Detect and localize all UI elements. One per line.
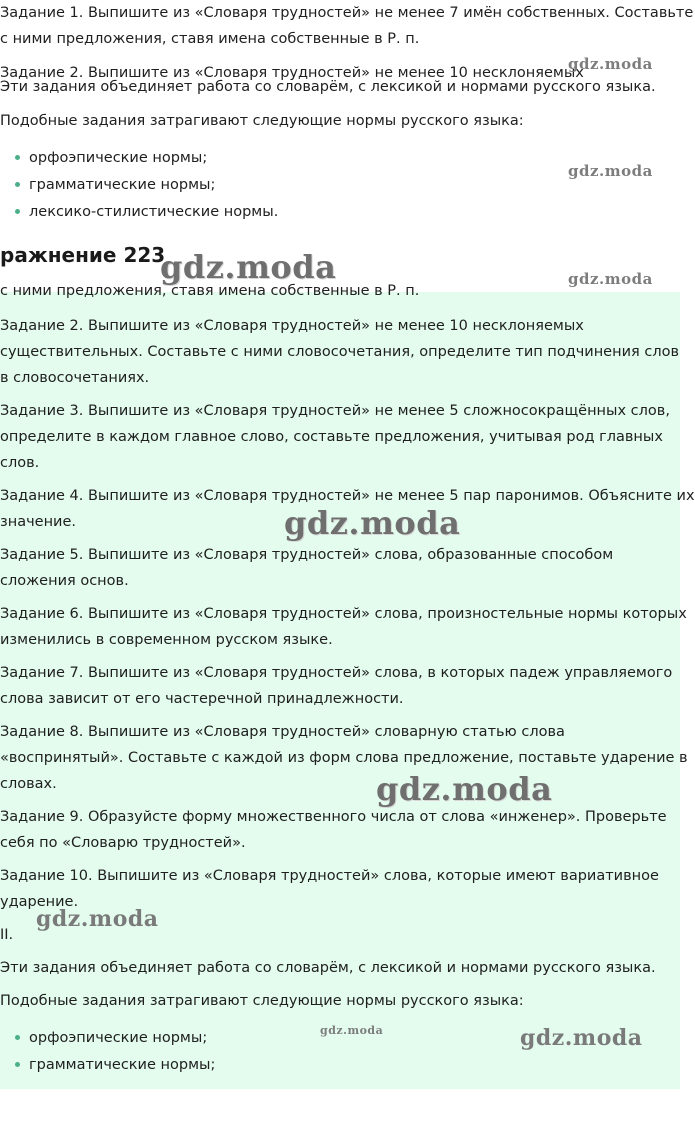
norm-list-item <box>0 172 215 198</box>
exercise-body <box>0 283 695 1089</box>
bullet-icon <box>15 155 20 160</box>
task-3-line3: слов. <box>0 455 40 471</box>
task-4-line1: Задание 4. Выпишите из «Словаря трудностей» не менее 5 пар паронимов. Объясните их <box>0 488 695 504</box>
task-3-line2: определите в каждом главное слово, составьте предложения, учитывая род главных <box>0 429 663 445</box>
watermark: gdz.moda <box>568 55 653 73</box>
task1-text-line1: Задание 1. Выпишите из «Словаря трудностей» не менее 7 имён собственных. Составьте <box>0 5 694 21</box>
norm-label: лексико-стилистические нормы. <box>29 204 279 220</box>
task-9-line1: Задание 9. Образуйсте форму множественного числа от слова «инженер». Проверьте <box>0 809 667 825</box>
task-3-line1: Задание 3. Выпишите из «Словаря трудностей» не менее 5 сложносокращённых слов, <box>0 403 670 419</box>
task-7-line2: слова зависит от его частеречной принадлежности. <box>0 691 404 707</box>
task-6-line2: изменились в современном русском языке. <box>0 632 333 648</box>
top-section <box>0 0 694 292</box>
partial-line-clip <box>0 283 680 302</box>
task-4-line2: значение. <box>0 514 76 530</box>
norm-label: орфоэпические нормы; <box>29 1030 208 1046</box>
task2-cut-text: Задание 2. Выпишите из «Словаря трудностей» не менее 10 несклоняемых <box>0 65 584 81</box>
watermark: gdz.moda <box>568 162 653 180</box>
task-5-line1: Задание 5. Выпишите из «Словаря трудностей» слова, образованные способом <box>0 547 614 563</box>
summary-text: Эти задания объединяет работа со словарём, с лексикой и нормами русского языка. <box>0 79 656 95</box>
task-10-line2: ударение. <box>0 894 79 910</box>
task-10-line1: Задание 10. Выпишите из «Словаря трудностей» слова, которые имеют вариативное <box>0 868 659 884</box>
task-2-line3: в словосочетаниях. <box>0 370 150 386</box>
task-5-line2: сложения основ. <box>0 573 129 589</box>
section-roman-numeral: II. <box>0 927 14 943</box>
task-8-line3: словах. <box>0 776 57 792</box>
summary-text: Эти задания объединяет работа со словарём, с лексикой и нормами русского языка. <box>0 960 656 976</box>
norm-list-item <box>0 1025 207 1051</box>
norm-list-item <box>0 1052 215 1078</box>
partial-line: с ними предложения, ставя имена собственные в Р. п. <box>0 283 420 299</box>
watermark: gdz.moda <box>376 770 553 808</box>
task-8-line2: «воспринятый». Составьте с каждой из форм слова предложение, поставьте ударение в <box>0 750 688 766</box>
norms-intro: Подобные задания затрагивают следующие нормы русского языка: <box>0 113 524 129</box>
exercise-heading: ражнение 223 <box>0 243 166 267</box>
task-2-line2: существительных. Составьте с ними словосочетания, определите тип подчинения слов <box>0 344 680 360</box>
task-9-line2: себя по «Словарю трудностей». <box>0 835 246 851</box>
task-6-line1: Задание 6. Выпишите из «Словаря трудностей» слова, произностельные нормы которых <box>0 606 687 622</box>
task-8-line1: Задание 8. Выпишите из «Словаря трудностей» словарную статью слова <box>0 724 565 740</box>
task-7-line1: Задание 7. Выпишите из «Словаря трудностей» слова, в которых падеж управляемого <box>0 665 673 681</box>
watermark: gdz.moda <box>568 270 653 288</box>
norm-label: грамматические нормы; <box>29 177 216 193</box>
bullet-icon <box>15 182 20 187</box>
watermark: gdz.moda <box>320 1024 384 1037</box>
task1-text-line2: с ними предложения, ставя имена собственные в Р. п. <box>0 31 420 47</box>
bullet-icon <box>15 1035 20 1040</box>
norms-intro: Подобные задания затрагивают следующие нормы русского языка: <box>0 993 524 1009</box>
bullet-icon <box>15 1062 20 1067</box>
norm-label: грамматические нормы; <box>29 1057 216 1073</box>
watermark: gdz.moda <box>160 248 337 286</box>
norm-list-item <box>0 145 207 171</box>
norm-label: орфоэпические нормы; <box>29 150 208 166</box>
watermark: gdz.moda <box>284 504 461 542</box>
task-2-line1: Задание 2. Выпишите из «Словаря трудностей» не менее 10 несклоняемых <box>0 318 584 334</box>
watermark: gdz.moda <box>36 906 159 932</box>
watermark: gdz.moda <box>520 1025 643 1051</box>
norm-list-item <box>0 199 278 225</box>
bullet-icon <box>15 209 20 214</box>
